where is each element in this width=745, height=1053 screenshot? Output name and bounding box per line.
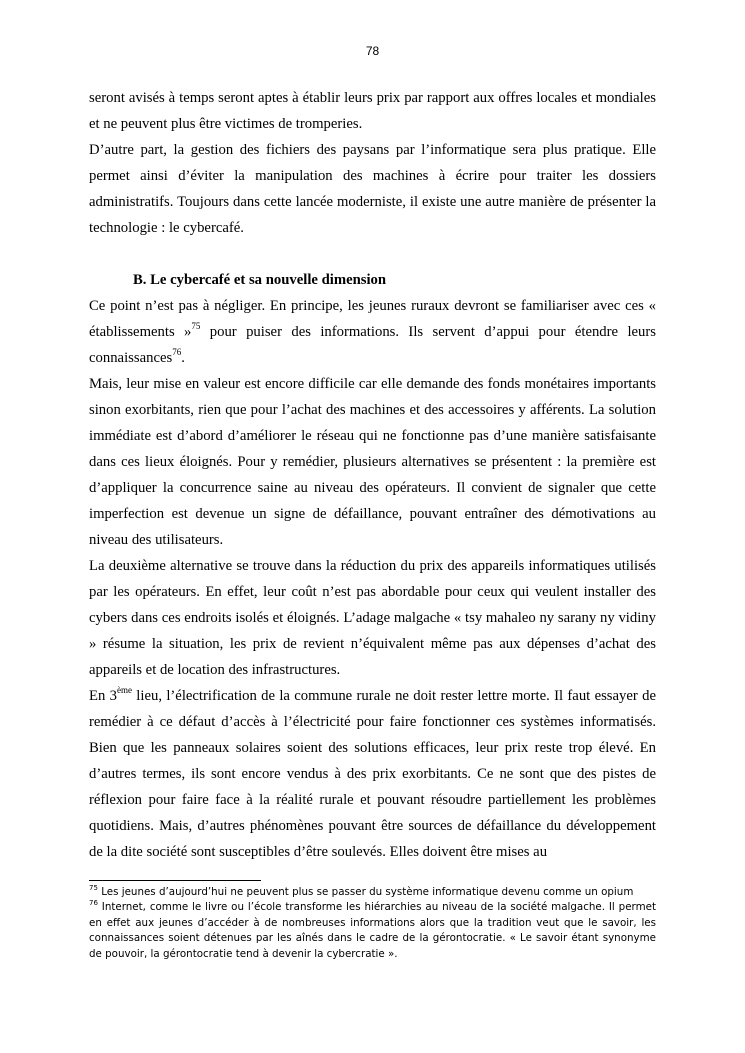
footnote-ref[interactable]: 75 <box>191 321 201 332</box>
paragraph: La deuxième alternative se trouve dans la réduction du prix des appareils informatiques utilisés par les opérateurs. En effet, leur coût n’est pas abordable pour ceux qui veulent installer des cybers dans ces endroits isolés et éloignés. L’adage malgache « tsy mahaleo ny sarany ny vidiny » résume la situation, les prix de revient n’équivalent même pas aux dépenses d’achat des appareils et de location des infrastructures. <box>89 558 656 678</box>
text-run: pour puiser des informations. Ils servent d’appui pour étendre leurs connaissances <box>89 324 656 366</box>
text-run: Ce point n’est pas à négliger. En principe, les jeunes ruraux devront se familiariser avec ces « établissements » <box>89 298 656 340</box>
paragraph: seront avisés à temps seront aptes à établir leurs prix par rapport aux offres locales et mondiales et ne peuvent plus être victimes de tromperies. <box>89 90 656 132</box>
section-heading: B. Le cybercafé et sa nouvelle dimension <box>133 272 387 288</box>
text-run: lieu, l’électrification de la commune rurale ne doit rester lettre morte. Il faut essayer de remédier à ce défaut d’accès à l’électricité pour faire fonctionner ces systèmes informatisés. Bien que les panneaux solaires soient des solutions efficaces, leur prix reste trop élevé. En d’autres termes, ils sont encore vendus à des prix exorbitants. Ce ne sont que des pistes de réflexion pour faire face à la réalité rurale et pouvant résoudre partiellement les problèmes quotidiens. Mais, d’autres phénomènes pouvant être sources de défaillance du développement de la dite société sont susceptibles d’être soulevés. Elles doivent être mises au <box>89 688 656 860</box>
footnote <box>89 885 656 900</box>
page-number: 78 <box>365 44 380 58</box>
ordinal-superscript: ème <box>116 685 132 696</box>
footnote <box>89 900 656 962</box>
paragraph <box>89 683 656 865</box>
footnote-text: Internet, comme le livre ou l’école transforme les hiérarchies au niveau de la société malgache. Il permet en effet aux jeunes d’accéder à de nombreuses informations alors que la tradition veut que le savoir, les connaissances soient détenues par les aînés dans le cadre de la gérontocratie. « Le savoir étant synonyme de pouvoir, la gérontocratie tend à devenir la cybercratie ». <box>89 901 656 960</box>
text-run: . <box>181 350 185 366</box>
blank-line <box>89 241 656 267</box>
footnote-number: 75 <box>89 883 98 892</box>
paragraph: D’autre part, la gestion des fichiers des paysans par l’informatique sera plus pratique. Elle permet ainsi d’éviter la manipulation des machines à écrire pour traiter les dossiers administratifs. Toujours dans cette lancée moderniste, il existe une autre manière de présenter la technologie : le cybercafé. <box>89 142 656 236</box>
paragraph <box>89 293 656 371</box>
footnote-separator <box>89 880 261 881</box>
footnote-ref[interactable]: 76 <box>172 347 182 358</box>
body-text <box>89 85 656 865</box>
footnote-text: Les jeunes d’aujourd’hui ne peuvent plus se passer du système informatique devenu comme un opium <box>97 886 634 898</box>
paragraph: Mais, leur mise en valeur est encore difficile car elle demande des fonds monétaires importants sinon exorbitants, rien que pour l’achat des machines et des accessoires y afférents. La solution immédiate est d’abord d’améliorer le réseau qui ne fonctionne pas d’une manière satisfaisante dans ces lieux éloignés. Pour y remédier, plusieurs alternatives se présentent : la première est d’appliquer la concurrence saine au niveau des opérateurs. Il convient de signaler que cette imperfection est devenue un signe de défaillance, pouvant entraîner des démotivations au niveau des utilisateurs. <box>89 376 656 548</box>
footnote-number: 76 <box>89 898 98 907</box>
footnotes <box>89 885 656 962</box>
text-run: En 3 <box>89 688 117 704</box>
